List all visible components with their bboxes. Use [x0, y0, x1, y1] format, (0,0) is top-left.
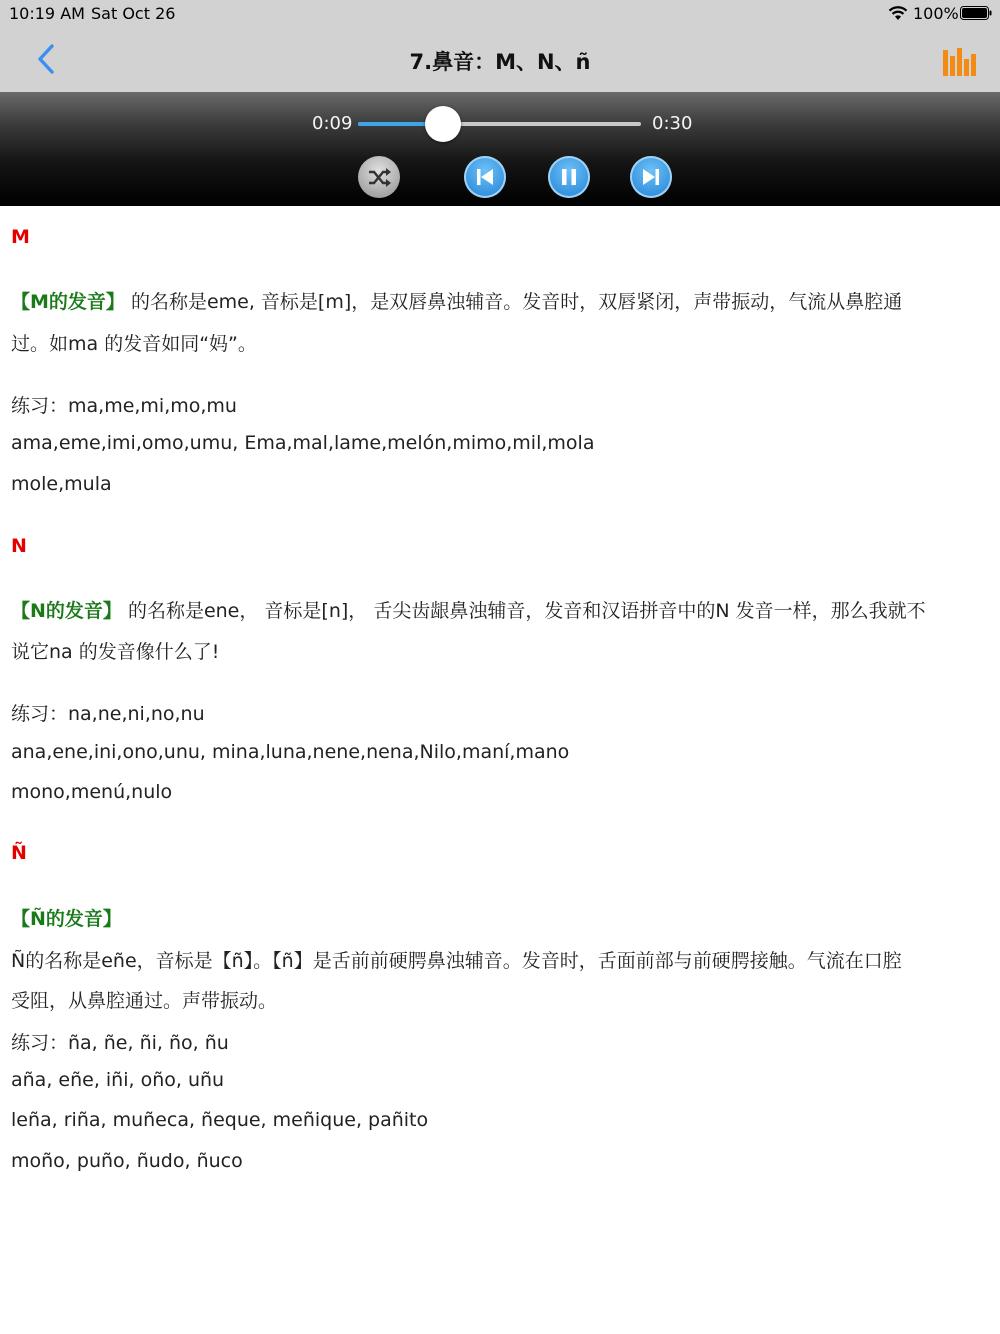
status-time: 10:19 AM — [9, 4, 85, 23]
enye-desc-line-2: 受阻，从鼻腔通过。声带振动。 — [11, 990, 278, 1012]
n-desc-line-2: 说它na 的发音像什么了! — [11, 641, 220, 663]
previous-button[interactable] — [464, 156, 506, 198]
status-bar — [0, 0, 1000, 26]
enye-heading: 【Ñ的发音】 — [11, 908, 122, 930]
shuffle-icon — [358, 156, 400, 198]
battery-icon — [960, 6, 992, 20]
enye-practice-1: 练习：ña, ñe, ñi, ño, ñu — [11, 1032, 229, 1054]
m-practice-2: ama,eme,imi,omo,umu, Ema,mal,lame,melón,mimo,mil,mola — [11, 432, 595, 454]
n-practice-3: mono,menú,nulo — [11, 781, 173, 803]
m-desc-text: 的名称是eme, 音标是[m]，是双唇鼻浊辅音。发音时，双唇紧闭，声带振动，气流从鼻腔通 — [124, 291, 903, 313]
next-button[interactable] — [630, 156, 672, 198]
page-title: 7.鼻音：M、N、ñ — [409, 50, 591, 74]
progress-slider[interactable] — [358, 122, 641, 126]
n-practice-1: 练习：na,ne,ni,no,nu — [11, 703, 205, 725]
shuffle-button[interactable] — [358, 156, 400, 198]
section-letter-enye: Ñ — [11, 842, 27, 864]
enye-practice-4: moño, puño, ñudo, ñuco — [11, 1150, 243, 1172]
m-practice-3: mole,mula — [11, 473, 112, 495]
skip-back-icon — [464, 156, 506, 198]
n-heading: 【N的发音】 — [11, 600, 122, 622]
n-practice-2: ana,ene,ini,ono,unu, mina,luna,nene,nena,Nilo,maní,mano — [11, 741, 570, 763]
m-desc-line-2: 过。如ma 的发音如同“妈”。 — [11, 333, 257, 355]
n-desc-text: 的名称是ene， 音标是[n]， 舌尖齿龈鼻浊辅音，发音和汉语拼音中的N 发音一样，那么我就不 — [121, 600, 926, 622]
audio-player — [0, 92, 1000, 206]
pause-icon — [548, 156, 590, 198]
current-time: 0:09 — [312, 113, 353, 134]
m-heading: 【M的发音】 — [11, 291, 125, 313]
status-date: Sat Oct 26 — [91, 4, 176, 23]
skip-forward-icon — [630, 156, 672, 198]
section-letter-n: N — [11, 535, 27, 557]
total-time: 0:30 — [652, 113, 693, 134]
top-bar — [0, 0, 1000, 92]
enye-practice-3: leña, riña, muñeca, ñeque, meñique, pañito — [11, 1109, 429, 1131]
battery-percent: 100% — [913, 4, 959, 23]
bar-chart-icon[interactable] — [942, 46, 976, 76]
nav-bar — [0, 26, 1000, 92]
m-practice-1: 练习：ma,me,mi,mo,mu — [11, 395, 237, 417]
slider-knob[interactable] — [425, 106, 461, 142]
pause-button[interactable] — [548, 156, 590, 198]
section-letter-m: M — [11, 226, 30, 248]
n-desc-line-1 — [11, 596, 926, 623]
wifi-icon — [888, 5, 908, 21]
enye-practice-2: aña, eñe, iñi, oño, uñu — [11, 1069, 225, 1091]
m-desc-line-1 — [11, 287, 902, 314]
enye-desc-line-1: Ñ的名称是eñe，音标是【ñ】。【ñ】是舌前前硬腭鼻浊辅音。发音时，舌面前部与前硬腭接触。气流在口腔 — [11, 950, 902, 972]
